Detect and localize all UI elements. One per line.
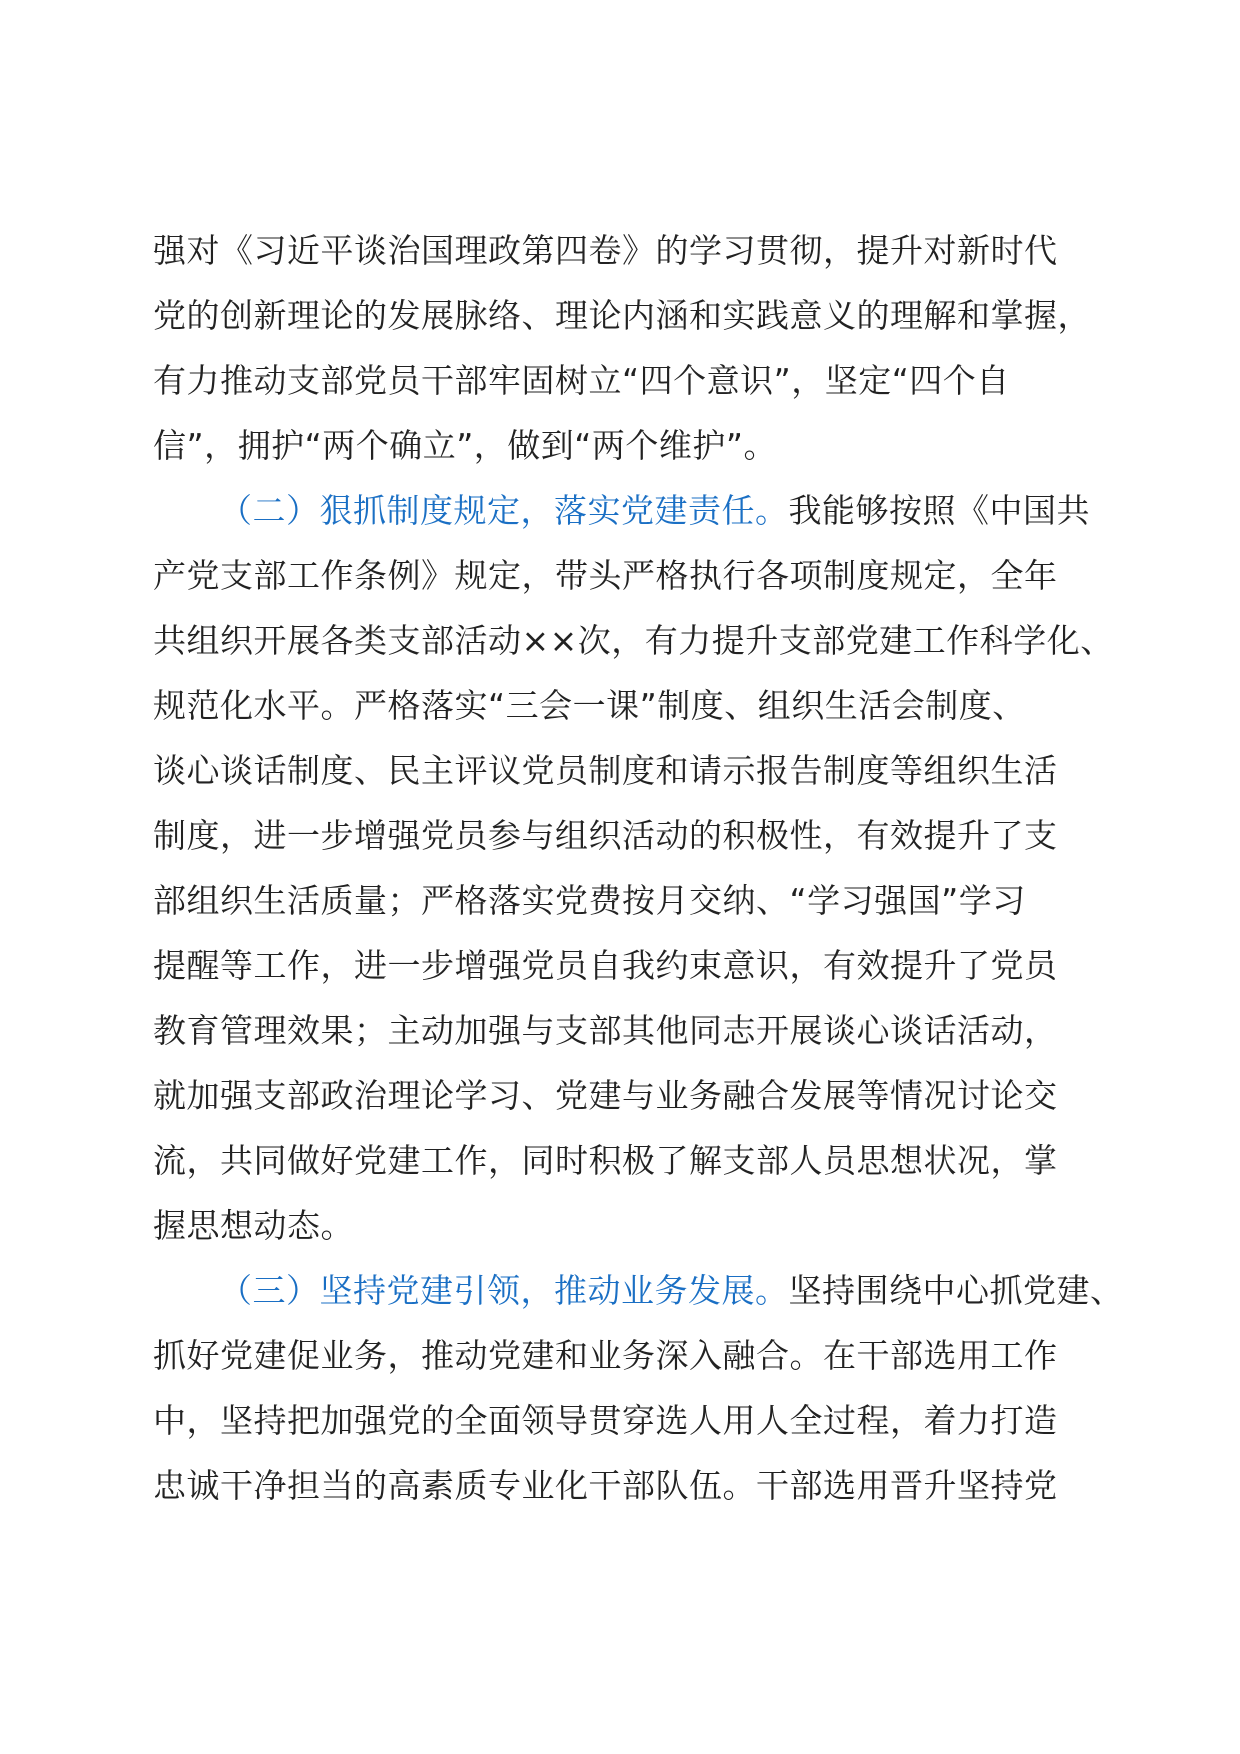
text-line: 谈心谈话制度、民主评议党员制度和请示报告制度等组织生活 [153, 751, 1058, 790]
text-line: 教育管理效果；主动加强与支部其他同志开展谈心谈话活动， [153, 1011, 1058, 1050]
first-line-rest: 我能够按照《中国共 [788, 491, 1090, 530]
paragraph-2 [153, 478, 1114, 1258]
text-line: 信”，拥护“两个确立”，做到“两个维护”。 [153, 426, 777, 465]
text-line: 共组织开展各类支部活动××次，有力提升支部党建工作科学化、 [153, 621, 1114, 660]
text-line: 流，共同做好党建工作，同时积极了解支部人员思想状况，掌 [153, 1141, 1058, 1180]
text-line [153, 1258, 1124, 1323]
text-line: 提醒等工作，进一步增强党员自我约束意识，有效提升了党员 [153, 946, 1058, 985]
document-body [153, 218, 1124, 1518]
text-line: 有力推动支部党员干部牢固树立“四个意识”，坚定“四个自 [153, 361, 1010, 400]
text-line: 强对《习近平谈治国理政第四卷》的学习贯彻，提升对新时代 [153, 231, 1058, 270]
text-line: 忠诚干净担当的高素质专业化干部队伍。干部选用晋升坚持党 [153, 1466, 1058, 1505]
text-line [153, 478, 1108, 543]
text-line: 产党支部工作条例》规定，带头严格执行各项制度规定，全年 [153, 556, 1058, 595]
paragraph-3 [153, 1258, 1124, 1518]
section-heading-3: （三）坚持党建引领，推动业务发展。 [219, 1271, 789, 1310]
text-line: 握思想动态。 [153, 1206, 354, 1245]
text-line: 规范化水平。严格落实“三会一课”制度、组织生活会制度、 [153, 686, 1026, 725]
paragraph-1 [153, 218, 1108, 478]
text-line: 抓好党建促业务，推动党建和业务深入融合。在干部选用工作 [153, 1336, 1058, 1375]
text-line: 党的创新理论的发展脉络、理论内涵和实践意义的理解和掌握， [153, 296, 1091, 335]
first-line-rest: 坚持围绕中心抓党建、 [788, 1271, 1124, 1310]
text-line: 中，坚持把加强党的全面领导贯穿选人用人全过程，着力打造 [153, 1401, 1058, 1440]
text-line: 制度，进一步增强党员参与组织活动的积极性，有效提升了支 [153, 816, 1058, 855]
text-line: 部组织生活质量；严格落实党费按月交纳、“学习强国”学习 [153, 881, 1026, 920]
text-line: 就加强支部政治理论学习、党建与业务融合发展等情况讨论交 [153, 1076, 1058, 1115]
section-heading-2: （二）狠抓制度规定，落实党建责任。 [219, 491, 789, 530]
